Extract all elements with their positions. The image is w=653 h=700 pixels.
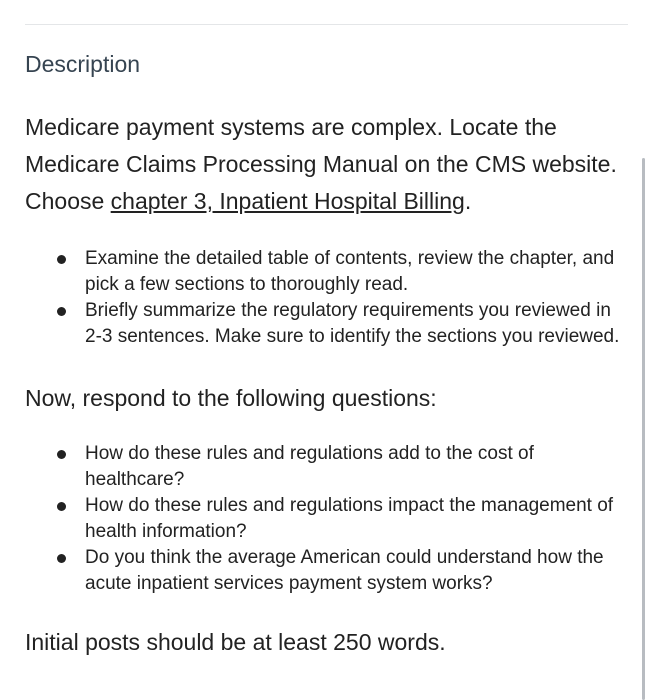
- list-item: Do you think the average American could understand how the acute inpatient services payment system works?: [85, 545, 630, 597]
- intro-text: Medicare payment systems are complex. Locate the Medicare Claims Processing Manual on the CMS website. Choose: [25, 114, 617, 214]
- questions-list: [25, 441, 630, 597]
- top-divider: [25, 24, 628, 25]
- questions-intro: Now, respond to the following questions:: [25, 385, 437, 411]
- intro-text-end: .: [464, 188, 472, 214]
- list-item: How do these rules and regulations impact the management of health information?: [85, 493, 630, 545]
- list-item: Examine the detailed table of contents, review the chapter, and pick a few sections to thoroughly read.: [85, 246, 630, 298]
- intro-paragraph: [25, 109, 630, 220]
- instructions-list: [25, 246, 630, 350]
- list-item: How do these rules and regulations add to the cost of healthcare?: [85, 441, 630, 493]
- chapter-3-link[interactable]: chapter 3, Inpatient Hospital Billing: [110, 188, 465, 214]
- list-item: Briefly summarize the regulatory requirements you reviewed in 2-3 sentences. Make sure to identify the sections you reviewed.: [85, 298, 630, 350]
- description-content: [25, 48, 630, 658]
- section-heading: Description: [25, 51, 141, 77]
- scrollbar[interactable]: [642, 158, 645, 700]
- closing-note: Initial posts should be at least 250 words.: [25, 629, 446, 655]
